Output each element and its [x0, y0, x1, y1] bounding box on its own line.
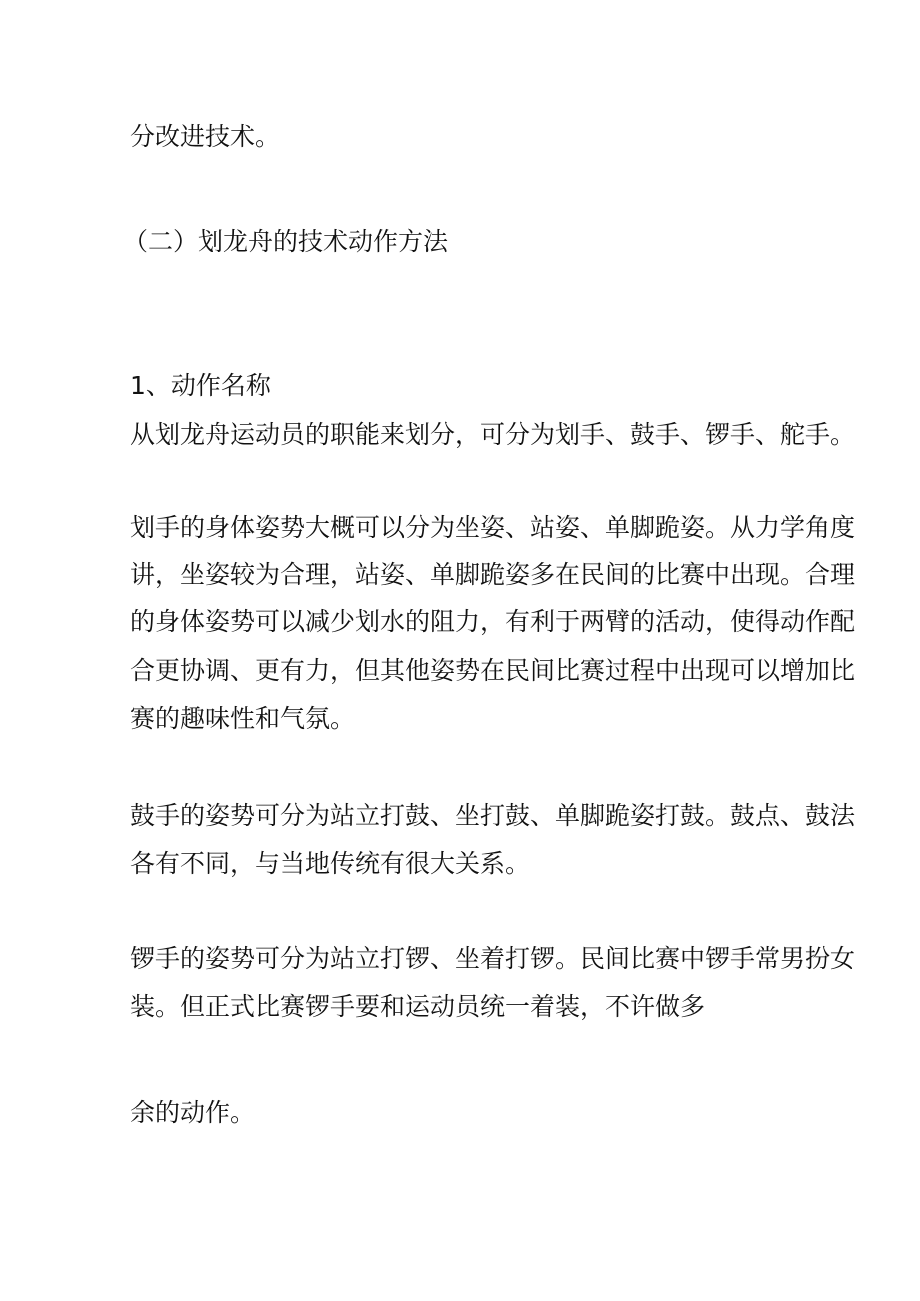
paragraph-roles: 从划龙舟运动员的职能来划分，可分为划手、鼓手、锣手、舵手。	[130, 420, 856, 449]
section-heading: （二）划龙舟的技术动作方法	[123, 227, 449, 256]
paragraph-line: 鼓手的姿势可分为站立打鼓、坐打鼓、单脚跪姿打鼓。鼓点、鼓法	[130, 801, 856, 830]
paragraph-line: 合更协调、更有力，但其他姿势在民间比赛过程中出现可以增加比	[130, 656, 856, 685]
paragraph-line: 装。但正式比赛锣手要和运动员统一着装，不许做多	[130, 992, 706, 1021]
subheading: 1、动作名称	[130, 371, 271, 400]
paragraph-line: 划手的身体姿势大概可以分为坐姿、站姿、单脚跪姿。从力学角度	[130, 513, 856, 542]
paragraph-line: 各有不同，与当地传统有很大关系。	[130, 849, 531, 878]
paragraph-line: 讲，坐姿较为合理，站姿、单脚跪姿多在民间的比赛中出现。合理	[130, 560, 856, 589]
paragraph-line: 的身体姿势可以减少划水的阻力，有利于两臂的活动，使得动作配	[130, 607, 856, 636]
paragraph-line: 锣手的姿势可分为站立打锣、坐着打锣。民间比赛中锣手常男扮女	[130, 944, 856, 973]
paragraph-line: 赛的趣味性和气氛。	[130, 704, 356, 733]
continuation-text: 分改进技术。	[130, 122, 281, 151]
paragraph-gong-end: 余的动作。	[130, 1098, 256, 1127]
